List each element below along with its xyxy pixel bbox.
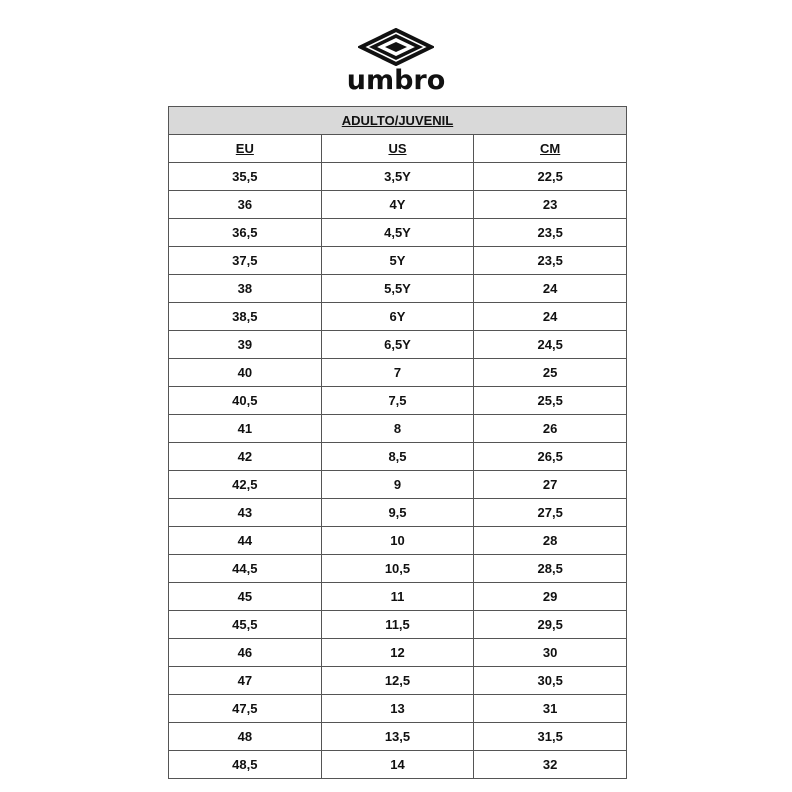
cell-eu: 46 xyxy=(169,639,322,667)
table-row xyxy=(169,499,627,527)
cell-eu: 37,5 xyxy=(169,247,322,275)
cell-cm: 25 xyxy=(474,359,627,387)
column-header-cm: CM xyxy=(474,135,627,163)
table-row xyxy=(169,275,627,303)
cell-cm: 26,5 xyxy=(474,443,627,471)
cell-cm: 31,5 xyxy=(474,723,627,751)
table-row xyxy=(169,219,627,247)
table-row xyxy=(169,471,627,499)
table-row xyxy=(169,639,627,667)
table-row xyxy=(169,331,627,359)
cell-us: 5,5Y xyxy=(321,275,474,303)
table-row xyxy=(169,611,627,639)
cell-eu: 45,5 xyxy=(169,611,322,639)
cell-eu: 36 xyxy=(169,191,322,219)
cell-eu: 48,5 xyxy=(169,751,322,779)
table-header-row xyxy=(169,135,627,163)
cell-cm: 31 xyxy=(474,695,627,723)
cell-cm: 28 xyxy=(474,527,627,555)
table-row xyxy=(169,555,627,583)
table-title: ADULTO/JUVENIL xyxy=(169,107,627,135)
cell-cm: 27,5 xyxy=(474,499,627,527)
size-chart-table xyxy=(168,106,627,779)
cell-eu: 47 xyxy=(169,667,322,695)
brand-logo xyxy=(0,28,792,100)
table-row xyxy=(169,191,627,219)
brand-name: umbro xyxy=(346,65,446,96)
cell-eu: 41 xyxy=(169,415,322,443)
cell-us: 4Y xyxy=(321,191,474,219)
table-row xyxy=(169,667,627,695)
cell-eu: 42 xyxy=(169,443,322,471)
cell-cm: 22,5 xyxy=(474,163,627,191)
cell-cm: 30 xyxy=(474,639,627,667)
cell-us: 10 xyxy=(321,527,474,555)
cell-us: 6Y xyxy=(321,303,474,331)
table-row xyxy=(169,359,627,387)
cell-eu: 36,5 xyxy=(169,219,322,247)
table-row xyxy=(169,443,627,471)
table-row xyxy=(169,415,627,443)
table-row xyxy=(169,387,627,415)
cell-cm: 28,5 xyxy=(474,555,627,583)
cell-us: 10,5 xyxy=(321,555,474,583)
cell-us: 4,5Y xyxy=(321,219,474,247)
cell-us: 8,5 xyxy=(321,443,474,471)
table-row xyxy=(169,583,627,611)
cell-eu: 47,5 xyxy=(169,695,322,723)
cell-cm: 24,5 xyxy=(474,331,627,359)
cell-us: 7 xyxy=(321,359,474,387)
table-row xyxy=(169,163,627,191)
table-title-row xyxy=(169,107,627,135)
cell-eu: 43 xyxy=(169,499,322,527)
table-row xyxy=(169,751,627,779)
table-row xyxy=(169,695,627,723)
cell-eu: 44 xyxy=(169,527,322,555)
cell-eu: 40 xyxy=(169,359,322,387)
cell-eu: 35,5 xyxy=(169,163,322,191)
cell-cm: 32 xyxy=(474,751,627,779)
cell-us: 5Y xyxy=(321,247,474,275)
table-body xyxy=(169,163,627,779)
cell-eu: 45 xyxy=(169,583,322,611)
cell-us: 3,5Y xyxy=(321,163,474,191)
cell-cm: 29 xyxy=(474,583,627,611)
cell-us: 9,5 xyxy=(321,499,474,527)
cell-eu: 44,5 xyxy=(169,555,322,583)
column-header-eu: EU xyxy=(169,135,322,163)
cell-us: 12,5 xyxy=(321,667,474,695)
cell-us: 14 xyxy=(321,751,474,779)
cell-cm: 23,5 xyxy=(474,219,627,247)
cell-cm: 30,5 xyxy=(474,667,627,695)
cell-eu: 39 xyxy=(169,331,322,359)
cell-us: 11,5 xyxy=(321,611,474,639)
cell-us: 7,5 xyxy=(321,387,474,415)
cell-us: 13 xyxy=(321,695,474,723)
table-row xyxy=(169,527,627,555)
cell-cm: 29,5 xyxy=(474,611,627,639)
cell-cm: 27 xyxy=(474,471,627,499)
table-row xyxy=(169,303,627,331)
cell-us: 6,5Y xyxy=(321,331,474,359)
cell-cm: 24 xyxy=(474,275,627,303)
cell-us: 12 xyxy=(321,639,474,667)
cell-cm: 25,5 xyxy=(474,387,627,415)
cell-us: 13,5 xyxy=(321,723,474,751)
cell-cm: 23,5 xyxy=(474,247,627,275)
column-header-us: US xyxy=(321,135,474,163)
cell-us: 8 xyxy=(321,415,474,443)
cell-cm: 26 xyxy=(474,415,627,443)
cell-cm: 23 xyxy=(474,191,627,219)
table-row xyxy=(169,247,627,275)
cell-eu: 38 xyxy=(169,275,322,303)
table-row xyxy=(169,723,627,751)
cell-eu: 38,5 xyxy=(169,303,322,331)
cell-us: 9 xyxy=(321,471,474,499)
cell-eu: 42,5 xyxy=(169,471,322,499)
cell-eu: 48 xyxy=(169,723,322,751)
cell-us: 11 xyxy=(321,583,474,611)
umbro-diamond-icon xyxy=(358,28,434,66)
cell-eu: 40,5 xyxy=(169,387,322,415)
cell-cm: 24 xyxy=(474,303,627,331)
